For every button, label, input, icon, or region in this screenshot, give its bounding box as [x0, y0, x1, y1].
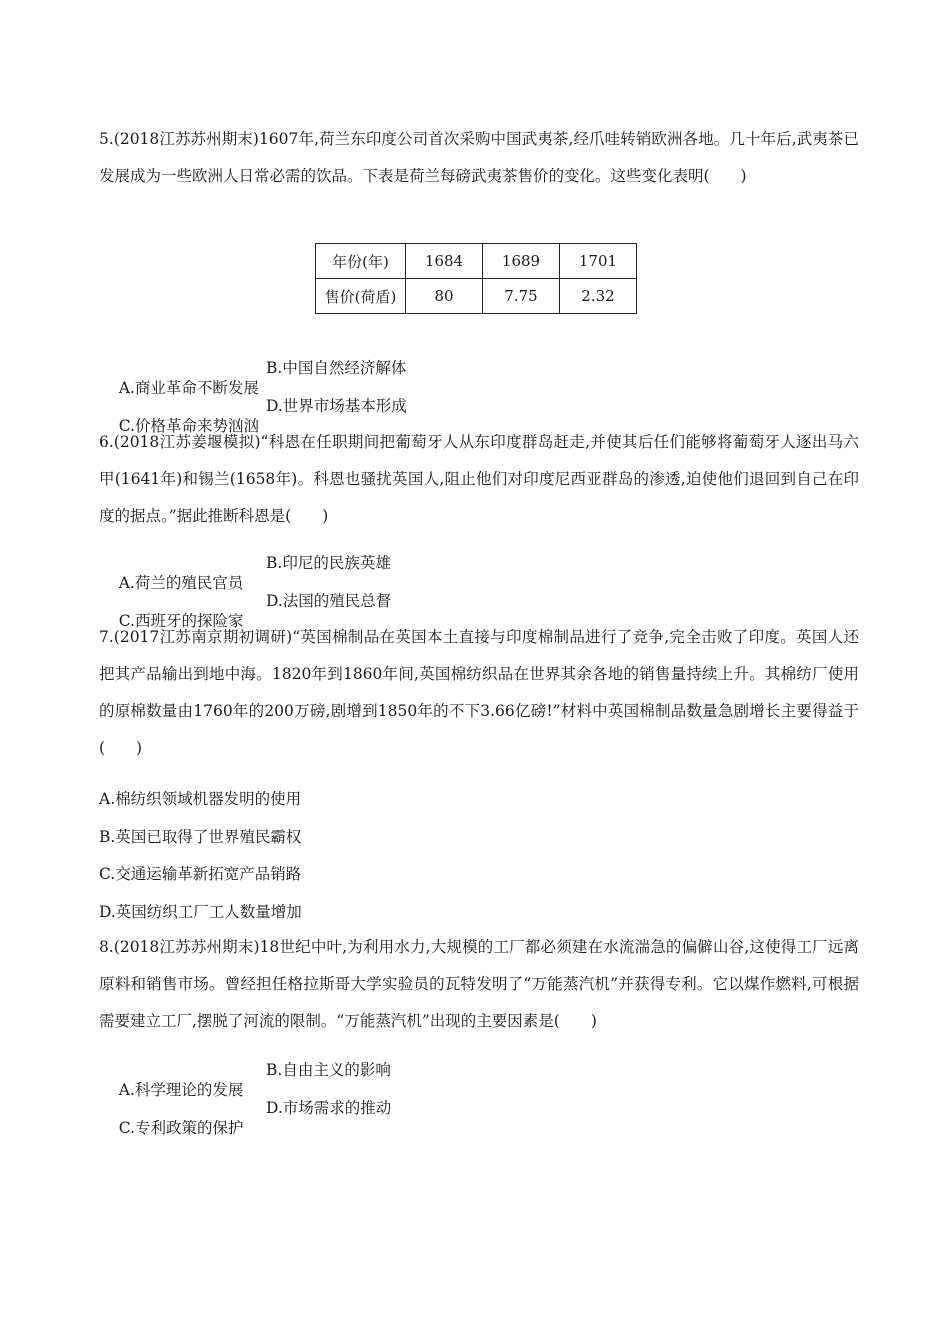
option-7b[interactable]: B.英国已取得了世界殖民霸权 — [99, 828, 302, 846]
option-8b[interactable]: B.自由主义的影响 — [266, 1061, 391, 1079]
table-cell-year-3: 1701 — [560, 244, 637, 279]
option-5c[interactable]: C.价格革命来势汹汹 — [118, 417, 259, 435]
tea-price-table — [315, 243, 637, 314]
table-row-prices — [316, 279, 637, 314]
table-cell-year-2: 1689 — [483, 244, 560, 279]
option-6a[interactable]: A.荷兰的殖民官员 — [118, 574, 244, 592]
option-7a[interactable]: A.棉纺织领域机器发明的使用 — [99, 790, 302, 808]
option-7c[interactable]: C.交通运输革新拓宽产品销路 — [99, 865, 302, 883]
table-cell-year-1: 1684 — [406, 244, 483, 279]
table-cell-price-3: 2.32 — [560, 279, 637, 314]
table-header-year: 年份(年) — [316, 244, 406, 279]
question-5-stem: 5.(2018江苏苏州期末)1607年,荷兰东印度公司首次采购中国武夷茶,经爪哇转销欧洲各地。几十年后,武夷茶已发展成为一些欧洲人日常必需的饮品。下表是荷兰每磅武夷茶售价的变化。这些变化表明( ) — [99, 130, 859, 185]
table-cell-price-2: 7.75 — [483, 279, 560, 314]
option-6c[interactable]: C.西班牙的探险家 — [118, 612, 244, 630]
option-8d[interactable]: D.市场需求的推动 — [266, 1099, 392, 1117]
option-7d[interactable]: D.英国纺织工厂工人数量增加 — [99, 903, 302, 921]
table-row-years — [316, 244, 637, 279]
option-5b[interactable]: B.中国自然经济解体 — [266, 359, 407, 377]
option-6d[interactable]: D.法国的殖民总督 — [266, 592, 392, 610]
option-5a[interactable]: A.商业革命不断发展 — [118, 379, 259, 397]
option-5d[interactable]: D.世界市场基本形成 — [266, 397, 407, 415]
question-8-stem: 8.(2018江苏苏州期末)18世纪中叶,为利用水力,大规模的工厂都必须建在水流湍急的偏僻山谷,这使得工厂远离原料和销售市场。曾经担任格拉斯哥大学实验员的瓦特发明了“万能蒸汽机”并获得专利。它以煤作燃料,可根据需要建立工厂,摆脱了河流的限制。“万能蒸汽机”出现的主要因素是( ) — [99, 938, 859, 1030]
table-cell-price-1: 80 — [406, 279, 483, 314]
question-7-stem: 7.(2017江苏南京期初调研)“英国棉制品在英国本土直接与印度棉制品进行了竞争,完全击败了印度。英国人还把其产品输出到地中海。1820年到1860年间,英国棉纺织品在世界其余各地的销售量持续上升。其棉纺厂使用的原棉数量由1760年的200万磅,剧增到1850年的不下3.66亿磅!”材料中英国棉制品数量急剧增长主要得益于( ) — [99, 628, 859, 757]
table-header-price: 售价(荷盾) — [316, 279, 406, 314]
question-6-stem: 6.(2018江苏姜堰模拟)“科恩在任职期间把葡萄牙人从东印度群岛赶走,并使其后任们能够将葡萄牙人逐出马六甲(1641年)和锡兰(1658年)。科恩也骚扰英国人,阻止他们对印度尼西亚群岛的渗透,迫使他们退回到自己在印度的据点。”据此推断科恩是( ) — [99, 433, 859, 525]
question-8-options-row-2 — [99, 1098, 392, 1178]
option-8c[interactable]: C.专利政策的保护 — [118, 1119, 244, 1137]
option-8a[interactable]: A.科学理论的发展 — [118, 1081, 244, 1099]
option-6b[interactable]: B.印尼的民族英雄 — [266, 554, 391, 572]
